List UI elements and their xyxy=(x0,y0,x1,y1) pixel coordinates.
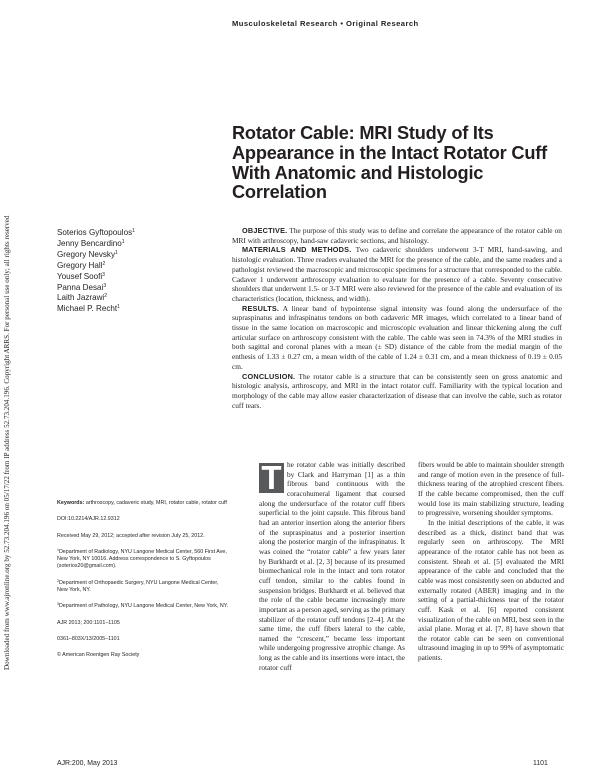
page-number: 1101 xyxy=(533,760,548,767)
copyright: © American Roentgen Ray Society xyxy=(57,652,140,659)
body-paragraph: he rotator cable was initially described by Clark and Harryman [1] as a thin fibrous band continuous with the coracohumeral ligament that coursed along the undersurface of the rotator cuff fibers superficial to the joint capsule. This fibrous band had an anterior insertion along the anterior fibers of the supraspinatus and a posterior insertion along the posterior margin of the infraspinatus. It was coined the “rotator cable” a few years later by Burkhardt et al. [2, 3] because of its presumed biomechanical role in the intact and torn rotator cuff tendon, similar to the cables found in suspension bridges. Burkhardt et al. believed that the role of the cable became increasingly more important as a person aged, serving as the primary stabilizer of the rotator cuff tendons [2–4]. At the same time, the cuff fibers lateral to the cable, named the “crescent,” became less important while undergoing progressive atrophic change. As long as the cable and its insertions were intact, the rotator cuff xyxy=(259,461,405,672)
abstract-heading: OBJECTIVE. xyxy=(242,226,288,235)
body-paragraph: In the initial descriptions of the cable, it was described as a thick, distinct band that was regularly seen on arthroscopy. The MRI appearance of the rotator cable has not been as consistent. Sheah et al. [5] evaluated the MRI appearance of the cable and concluded that the cable was most consistently seen on abducted and externally rotated (ABER) imaging and in the setting of a partial-thickness tear of the rotator cuff. Kask et al. [6] reported consistent visualization of the cable on MRI, best seen in the axial plane. Morag et al. [7, 8] have shown that the rotator cable can be seen on conventional ultrasound imaging in up to 99% of asymptomatic patients. xyxy=(418,518,564,663)
abstract-results: RESULTS. A linear band of hypointense signal intensity was found along the undersurface of the supraspinatus and infraspinatus tendons on both cadaveric MR images, which correlated to a linear band of tissue in the same location on macroscopic and microscopic evaluation and linear thickening along the cuff articular surface on arthroscopy consistent with the cable. The cable was seen in 74.3% of the MRI studies in both sagittal and coronal planes with a mean (± SD) distance of the cable from the medial margin of the enthesis of 1.33 ± 0.27 cm, a mean width of the cable of 1.24 ± 0.31 cm, and a mean thickness of 0.19 ± 0.05 cm. xyxy=(232,303,562,371)
abstract-heading: MATERIALS AND METHODS. xyxy=(242,245,352,255)
issn: 0361–803X/13/2005–1101 xyxy=(57,635,120,642)
doi: DOI:10.2214/AJR.12.9312 xyxy=(57,516,120,523)
body-paragraph: fibers would be able to maintain shoulder strength and range of motion even in the presence of full-thickness tearing of the atrophied crescent fibers. If the cable became compromised, then the cuff would lose its main stabilizing structure, leading to progressive, worsening shoulder symptoms. xyxy=(418,461,564,518)
author: Jenny Bencardino$^1$ xyxy=(57,238,125,248)
author: Gregory Nevsky$^1$ xyxy=(57,249,118,259)
author: Gregory Hall$^2$ xyxy=(57,260,106,270)
body-column-1 xyxy=(259,461,405,673)
abstract-conclusion: CONCLUSION. The rotator cable is a structure that can be consistently seen on gross anatomic and histologic analysis, arthroscopy, and MRI in the intact rotator cuff. Familiarity with the typical location and morphology of the cable may allow easier characterization of disease that can involve the cable, such as rotator cuff tears. xyxy=(232,371,562,410)
author: Soterios Gyftopoulos$^1$ xyxy=(57,228,135,237)
abstract-objective: OBJECTIVE. The purpose of this study was to define and correlate the appearance of the rotator cable on MRI with arthroscopy, hand-saw cadaveric sections, and histology. xyxy=(232,226,562,245)
author-list xyxy=(57,228,227,315)
affiliation-1: $^1$Department of Radiology, NYU Langone Medical Center, 560 First Ave, New York, NY 10016. Address correspondence to S. Gyftopoulos (soterios20@gmail.com). xyxy=(57,547,227,570)
author: Panna Desai$^3$ xyxy=(57,282,107,292)
drop-cap: T xyxy=(259,463,284,493)
article-info-sidebar xyxy=(57,500,229,669)
body-column-2 xyxy=(418,461,564,664)
abstract-materials: MATERIALS AND METHODS. Two cadaveric shoulders underwent 3-T MRI, hand-sawing, and histologic evaluation. Three readers evaluated the MRI for the presence of the cable, and the same readers and a pathologist reviewed the macroscopic and microscopic specimens for a structure that corresponded to the cable. Cadaver 1 underwent arthroscopy evaluation to evaluate for the presence of a cable. Seventy consecutive shoulders that underwent 1.5- or 3-T MRI were also reviewed for the presence of the cable and evaluation of its characteristics (location, thickness, and width). xyxy=(232,245,562,303)
footer-journal: AJR:200, May 2013 xyxy=(57,760,118,767)
author: Michael P. Recht$^1$ xyxy=(57,304,120,314)
citation: AJR 2013; 200:1101–1105 xyxy=(57,619,120,626)
received-date: Received May 29, 2012; accepted after revision July 25, 2012. xyxy=(57,532,205,539)
abstract-heading: RESULTS. xyxy=(242,303,280,313)
abstract xyxy=(232,226,562,410)
affiliation-3: $^3$Department of Pathology, NYU Langone Medical Center, New York, NY. xyxy=(57,602,229,610)
download-notice xyxy=(1,150,13,670)
article-title: Rotator Cable: MRI Study of Its Appearance in the Intact Rotator Cuff With Anatomic and Histologic Correlation xyxy=(232,123,547,203)
running-head: Musculoskeletal Research • Original Research xyxy=(232,19,419,28)
author: Yousef Soofi$^3$ xyxy=(57,271,105,281)
affiliation-2: $^2$Department of Orthopaedic Surgery, NYU Langone Medical Center, New York, NY. xyxy=(57,578,219,594)
keywords: Keywords: arthroscopy, cadaveric study, MRI, rotator cable, rotator cuff xyxy=(57,500,227,506)
abstract-heading: CONCLUSION. xyxy=(242,371,296,381)
download-notice-text: Downloaded from www.ajronline.org by 52.73.204.196 on 05/17/22 from IP address 52.73.204.196. Copyright ARRS. For personal use only; all rights reserved xyxy=(3,215,11,670)
author: Laith Jazrawi$^2$ xyxy=(57,293,108,303)
